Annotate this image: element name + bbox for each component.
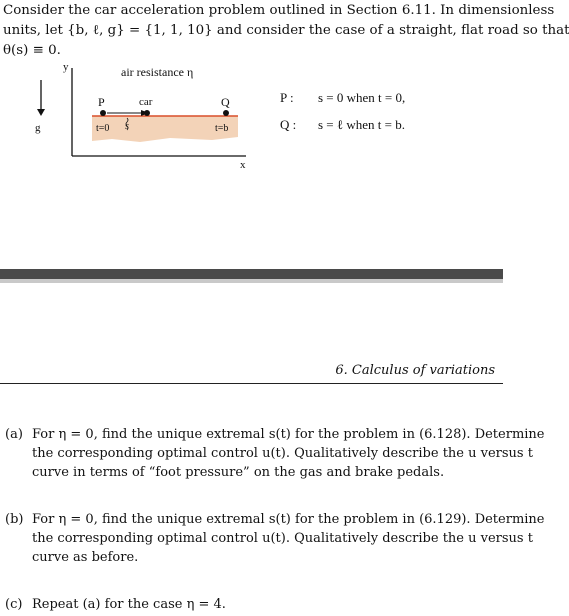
header-rule [0, 383, 503, 384]
item-line: Repeat (a) for the case η = 4. [32, 597, 226, 612]
intro-line: θ(s) ≡ 0. [3, 43, 61, 58]
s-label: s [125, 121, 129, 132]
x-axis-label: x [240, 159, 246, 171]
condition-q-text: s = ℓ when t = b. [318, 117, 405, 132]
page-separator-edge [0, 279, 503, 283]
item-label: (b) [5, 512, 24, 527]
condition-p-text: s = 0 when t = 0, [318, 90, 406, 105]
section-header: 6. Calculus of variations [335, 363, 495, 378]
point-p [100, 110, 106, 116]
item-line: For η = 0, find the unique extremal s(t) for the problem in (6.129). Determine [32, 512, 545, 527]
intro-paragraph [3, 1, 569, 61]
item-line: curve as before. [32, 550, 139, 565]
condition-q-point: Q : [280, 117, 297, 132]
t0-label: t=0 [96, 123, 110, 134]
gravity-label: g [35, 122, 41, 134]
exercise-item-c [5, 595, 497, 614]
item-line: curve in terms of “foot pressure” on the gas and brake pedals. [32, 465, 445, 480]
intro-line: units, let {b, ℓ, g} = {1, 1, 10} and consider the case of a straight, flat road so that [3, 23, 569, 38]
point-q [223, 110, 229, 116]
gravity-arrowhead [37, 109, 45, 116]
y-axis-label: y [63, 61, 69, 73]
exercise-item-a [5, 425, 545, 482]
q-label: Q [221, 95, 230, 109]
car-label: car [139, 96, 153, 108]
exercise-item-b [5, 510, 545, 567]
condition-p-point: P : [280, 90, 294, 105]
intro-line: Consider the car acceleration problem outlined in Section 6.11. In dimensionless [3, 3, 555, 18]
item-line: the corresponding optimal control u(t). Qualitatively describe the u versus t [32, 446, 533, 461]
car-marker [144, 110, 150, 116]
item-line: For η = 0, find the unique extremal s(t) for the problem in (6.128). Determine [32, 427, 545, 442]
tb-label: t=b [215, 123, 229, 134]
p-label: P [98, 95, 105, 109]
item-line: the corresponding optimal control u(t). Qualitatively describe the u versus t [32, 531, 533, 546]
item-label: (a) [5, 427, 23, 442]
resistance-label: air resistance η [121, 65, 194, 79]
item-label: (c) [5, 597, 23, 612]
